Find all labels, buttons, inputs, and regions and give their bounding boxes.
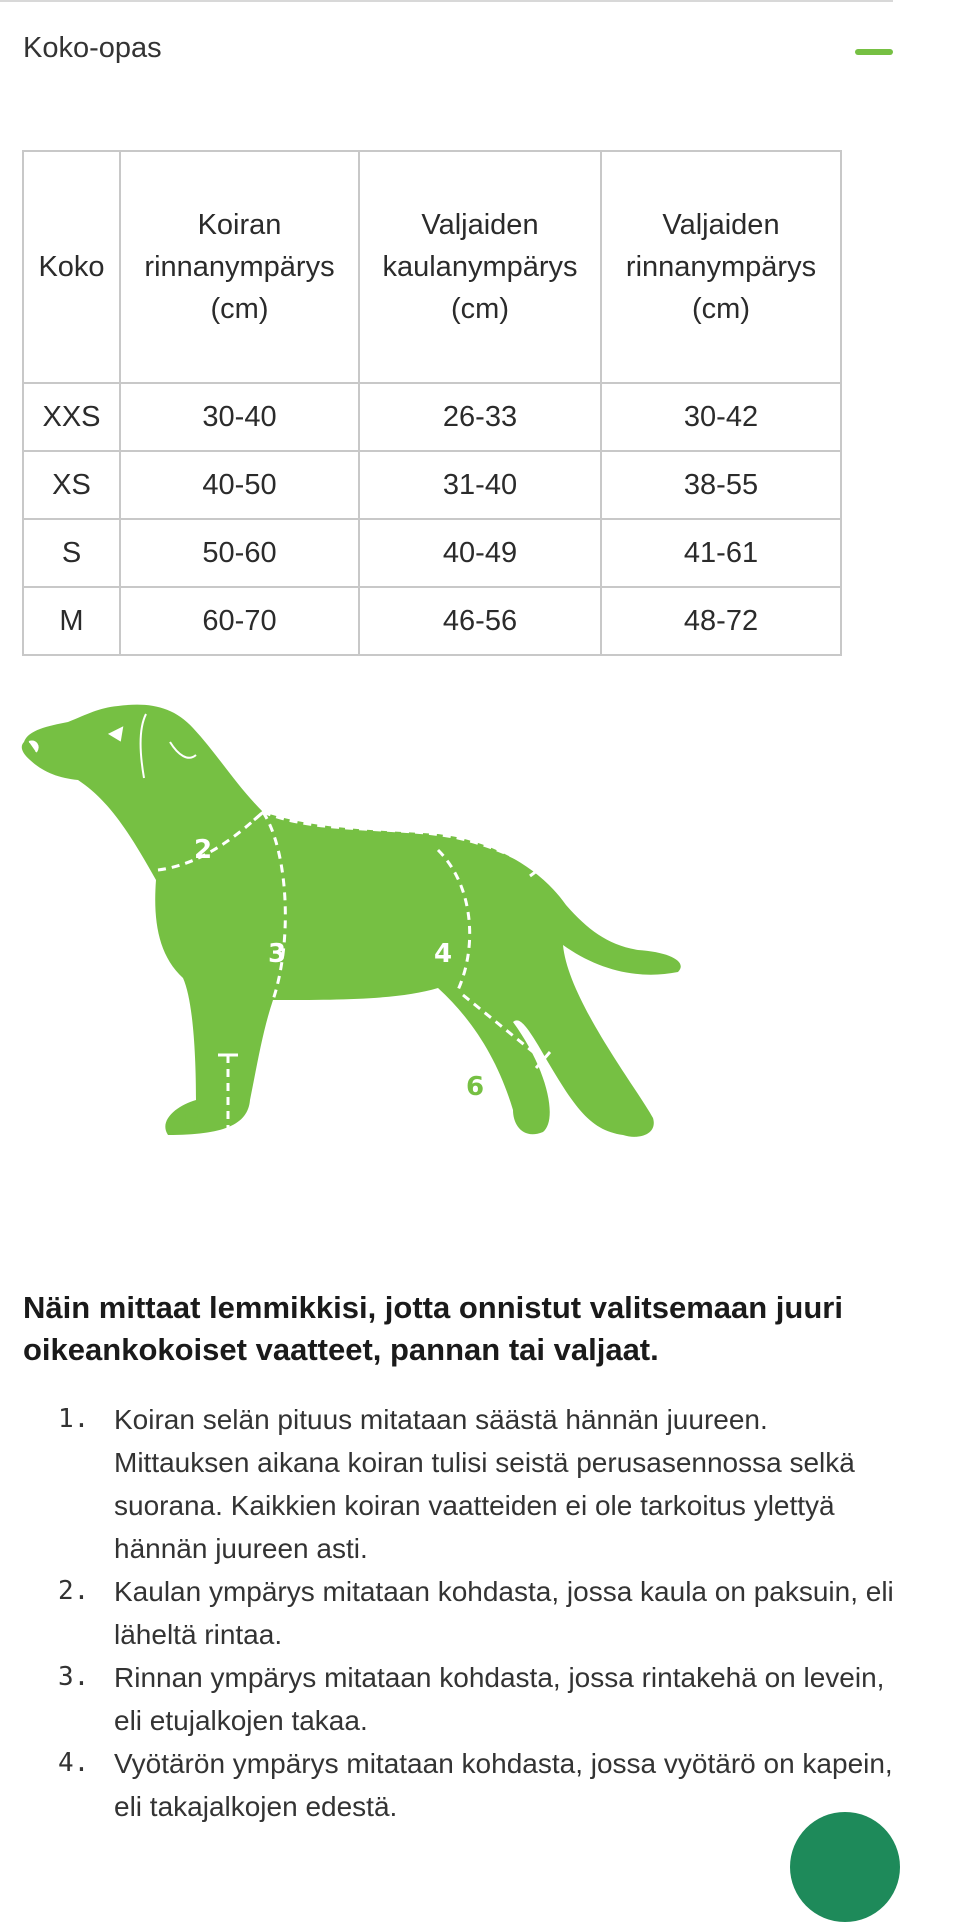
table-row (23, 383, 841, 451)
header-size: Koko (23, 151, 120, 383)
cell-harness-chest: 38-55 (601, 451, 841, 519)
label-4: 4 (434, 939, 453, 969)
label-1: 1 (376, 772, 395, 802)
cell-harness-neck: 40-49 (359, 519, 601, 587)
cell-harness-neck: 26-33 (359, 383, 601, 451)
cell-harness-chest: 30-42 (601, 383, 841, 451)
size-table (22, 150, 842, 656)
chat-button[interactable] (790, 1812, 900, 1922)
size-guide-accordion-header[interactable] (0, 22, 893, 78)
cell-harness-neck: 46-56 (359, 587, 601, 655)
top-divider (0, 0, 893, 2)
table-row (23, 587, 841, 655)
cell-harness-neck: 31-40 (359, 451, 601, 519)
cell-harness-chest: 41-61 (601, 519, 841, 587)
header-dog-chest: Koiran rinnanympärys (cm) (120, 151, 359, 383)
table-row (23, 451, 841, 519)
list-item (0, 1570, 900, 1656)
step-number: 4. (58, 1748, 90, 1778)
dog-silhouette (22, 705, 681, 1137)
label-5: 5 (183, 1110, 202, 1140)
list-item (0, 1742, 900, 1828)
step-number: 2. (58, 1576, 90, 1606)
step-number: 1. (58, 1404, 90, 1434)
measure-steps-list (0, 1398, 900, 1828)
list-item (0, 1656, 900, 1742)
label-3: 3 (268, 939, 287, 969)
step-text: Rinnan ympärys mitataan kohdasta, jossa rintakehä on levein, eli etujalkojen takaa. (114, 1662, 885, 1736)
minus-icon[interactable] (855, 49, 893, 55)
step-text: Vyötärön ympärys mitataan kohdasta, jossa vyötärö on kapein, eli takajalkojen edestä. (114, 1748, 893, 1822)
cell-dog-chest: 50-60 (120, 519, 359, 587)
cell-size: XS (23, 451, 120, 519)
cell-dog-chest: 30-40 (120, 383, 359, 451)
dog-measurement-illustration (18, 700, 698, 1235)
step-number: 3. (58, 1662, 90, 1692)
list-item (0, 1398, 900, 1570)
cell-dog-chest: 60-70 (120, 587, 359, 655)
step-text: Koiran selän pituus mitataan säästä hännän juureen. Mittauksen aikana koiran tulisi seistä perusasennossa selkä suorana. Kaikkien koiran vaatteiden ei ole tarkoitus ylettyä hännän juureen asti. (114, 1404, 855, 1564)
cell-size: XXS (23, 383, 120, 451)
cell-harness-chest: 48-72 (601, 587, 841, 655)
measure-instructions-title: Näin mittaat lemmikkisi, jotta onnistut valitsemaan juuri oikeankokoiset vaatteet, pannan tai valjaat. (23, 1290, 843, 1367)
cell-dog-chest: 40-50 (120, 451, 359, 519)
label-6: 6 (466, 1072, 485, 1102)
header-harness-chest: Valjaiden rinnanympärys (cm) (601, 151, 841, 383)
label-2: 2 (194, 835, 213, 865)
table-row (23, 519, 841, 587)
accordion-title: Koko-opas (23, 32, 162, 64)
header-harness-neck: Valjaiden kaulanympärys (cm) (359, 151, 601, 383)
table-header-row (23, 151, 841, 383)
step-text: Kaulan ympärys mitataan kohdasta, jossa kaula on paksuin, eli läheltä rintaa. (114, 1576, 894, 1650)
cell-size: M (23, 587, 120, 655)
cell-size: S (23, 519, 120, 587)
